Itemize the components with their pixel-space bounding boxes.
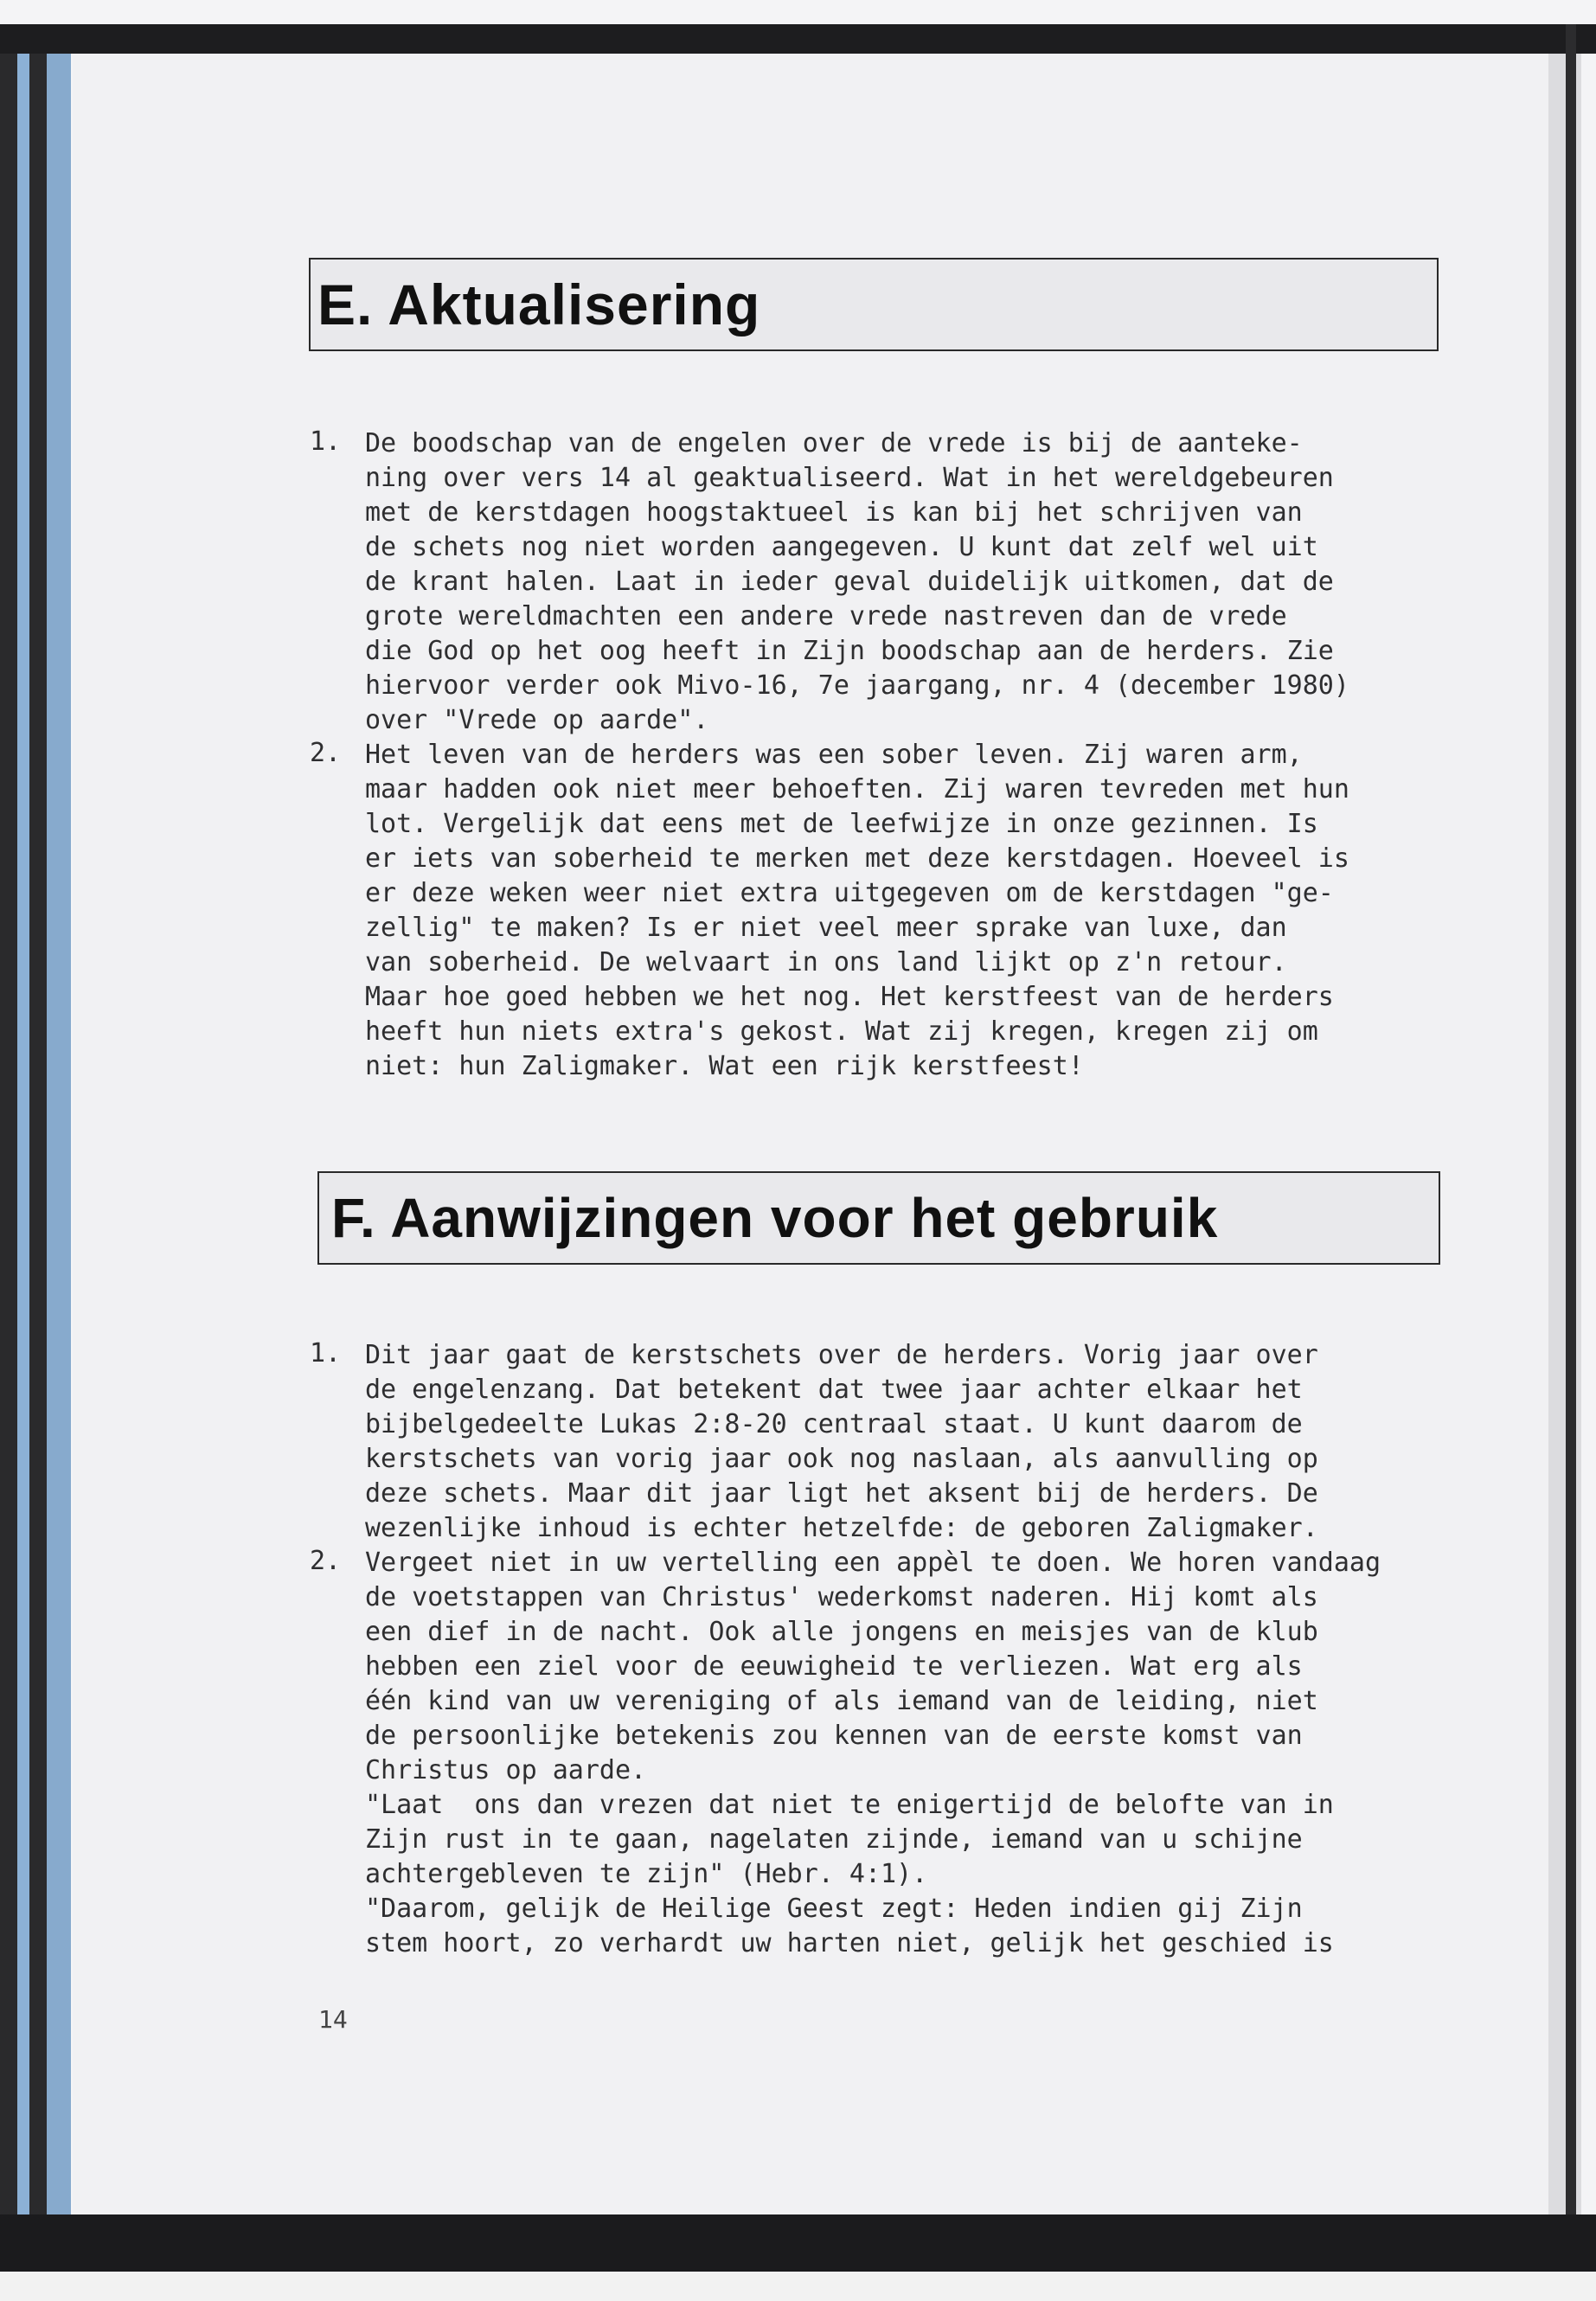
scan-top-border [0, 24, 1596, 54]
text-line: er deze weken weer niet extra uitgegeven om de kerstdagen "ge- [365, 878, 1334, 908]
scan-bottom-border [0, 2214, 1596, 2272]
section-e-heading-box [309, 258, 1439, 351]
section-e-item-2 [310, 738, 1538, 1084]
section-e-body [310, 426, 1538, 1084]
text-line: kerstschets van vorig jaar ook nog naslaan, als aanvulling op [365, 1444, 1318, 1474]
text-line: zellig" te maken? Is er niet veel meer sprake van luxe, dan [365, 913, 1287, 943]
item-number: 1. [310, 426, 342, 457]
text-line: "Daarom, gelijk de Heilige Geest zegt: Heden indien gij Zijn [365, 1894, 1303, 1924]
scan-bottom-strip [0, 2272, 1596, 2301]
item-number: 2. [310, 1546, 342, 1576]
text-line: maar hadden ook niet meer behoeften. Zij waren tevreden met hun [365, 774, 1349, 804]
section-f-heading-box [317, 1171, 1440, 1265]
section-f-heading: F. Aanwijzingen voor het gebruik [331, 1187, 1219, 1249]
text-line: de voetstappen van Christus' wederkomst naderen. Hij komt als [365, 1582, 1318, 1612]
text-line: één kind van uw vereniging of als iemand van de leiding, niet [365, 1686, 1318, 1716]
text-line: Vergeet niet in uw vertelling een appèl te doen. We horen vandaag [365, 1548, 1381, 1578]
section-e-item-1 [310, 426, 1538, 738]
text-line: ning over vers 14 al geaktualiseerd. Wat in het wereldgebeuren [365, 463, 1334, 493]
item-number: 1. [310, 1338, 342, 1368]
section-e-heading: E. Aktualisering [317, 272, 761, 336]
text-line: Het leven van de herders was een sober leven. Zij waren arm, [365, 740, 1303, 770]
text-line: bijbelgedeelte Lukas 2:8-20 centraal staat. U kunt daarom de [365, 1409, 1303, 1439]
text-line: van soberheid. De welvaart in ons land lijkt op z'n retour. [365, 947, 1287, 977]
text-line: de krant halen. Laat in ieder geval duidelijk uitkomen, dat de [365, 567, 1334, 597]
scan-binding-blue [47, 54, 71, 2214]
scan-right-edge [1548, 54, 1581, 2214]
text-line: deze schets. Maar dit jaar ligt het aksent bij de herders. De [365, 1478, 1318, 1509]
text-line: die God op het oog heeft in Zijn boodschap aan de herders. Zie [365, 636, 1334, 666]
text-line: een dief in de nacht. Ook alle jongens en meisjes van de klub [365, 1617, 1318, 1647]
text-line: met de kerstdagen hoogstaktueel is kan bij het schrijven van [365, 497, 1303, 528]
item-number: 2. [310, 738, 342, 768]
text-line: niet: hun Zaligmaker. Wat een rijk kerstfeest! [365, 1051, 1084, 1081]
scan-binding-stripe [17, 54, 29, 2214]
text-line: de schets nog niet worden aangegeven. U kunt dat zelf wel uit [365, 532, 1318, 562]
scan-right-shadow [1566, 24, 1576, 2272]
text-line: grote wereldmachten een andere vrede nastreven dan de vrede [365, 601, 1287, 631]
text-line: over "Vrede op aarde". [365, 705, 709, 735]
text-line: de engelenzang. Dat betekent dat twee jaar achter elkaar het [365, 1375, 1303, 1405]
text-line: er iets van soberheid te merken met deze kerstdagen. Hoeveel is [365, 843, 1349, 874]
text-line: Christus op aarde. [365, 1755, 647, 1785]
text-line: wezenlijke inhoud is echter hetzelfde: de geboren Zaligmaker. [365, 1513, 1318, 1543]
text-line: hiervoor verder ook Mivo-16, 7e jaargang, nr. 4 (december 1980) [365, 670, 1349, 701]
page-number: 14 [318, 2005, 348, 2034]
text-line: De boodschap van de engelen over de vrede is bij de aanteke- [365, 428, 1303, 458]
text-line: lot. Vergelijk dat eens met de leefwijze in onze gezinnen. Is [365, 809, 1318, 839]
text-line: Zijn rust in te gaan, nagelaten zijnde, iemand van u schijne [365, 1824, 1303, 1855]
text-line: Maar hoe goed hebben we het nog. Het kerstfeest van de herders [365, 982, 1334, 1012]
text-line: "Laat ons dan vrezen dat niet te enigertijd de belofte van in [365, 1790, 1334, 1820]
text-line: heeft hun niets extra's gekost. Wat zij kregen, kregen zij om [365, 1016, 1318, 1047]
text-line: de persoonlijke betekenis zou kennen van de eerste komst van [365, 1721, 1303, 1751]
text-line: Dit jaar gaat de kerstschets over de herders. Vorig jaar over [365, 1340, 1318, 1370]
section-f-item-2 [310, 1546, 1538, 1961]
text-line: achtergebleven te zijn" (Hebr. 4:1). [365, 1859, 928, 1889]
text-line: hebben een ziel voor de eeuwigheid te verliezen. Wat erg als [365, 1651, 1303, 1682]
section-f-item-1 [310, 1338, 1538, 1546]
section-f-body [310, 1338, 1538, 1961]
text-line: stem hoort, zo verhardt uw harten niet, gelijk het geschied is [365, 1928, 1334, 1958]
